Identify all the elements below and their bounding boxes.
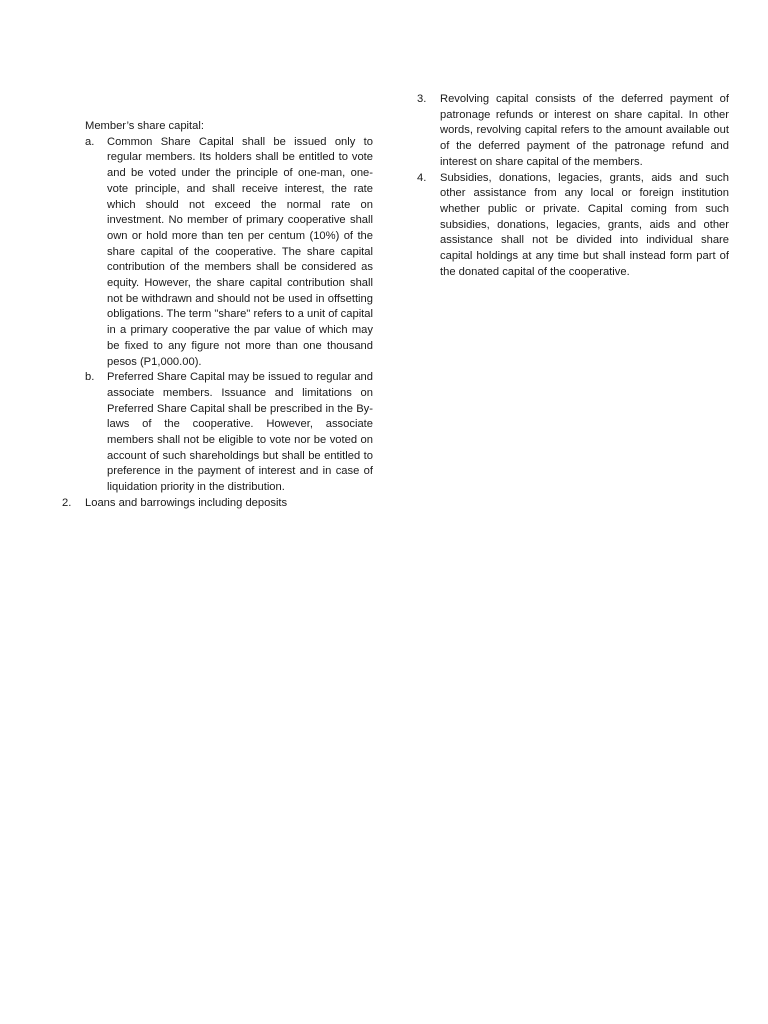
share-capital-intro: Member’s share capital:: [85, 120, 204, 132]
common-share-capital-text: Common Share Capital shall be issued only to regular members. Its holders shall be entitled to vote and be voted under the principle of one-man, one-vote principle, and shall receive interest, the rate which should not exceed the normal rate on investment. No member of primary cooperative shall own or hold more than ten per centum (10%) of the share capital of the cooperative. The share capital contribution of the members shall be considered as equity. However, the share capital contribution shall not be withdrawn and should not be used in offsetting obligations. The term "share" refers to a unit of capital in a primary cooperative the par value of which may be fixed to any figure not more than one thousand pesos (P1,000.00).: [107, 135, 373, 368]
left-column: [62, 119, 373, 512]
list-item-b: [85, 370, 373, 496]
list-marker-2: 2.: [62, 496, 72, 509]
right-column: [417, 92, 729, 280]
subsidies-donations-text: Subsidies, donations, legacies, grants, aids and such other assistance from any local or foreign institution whether public or private. Capital coming from such subsidies, donations, legacies, grants, aids and other assistance shall not be divided into individual share capital holdings at any time but shall instead form part of the donated capital of the cooperative.: [440, 171, 729, 278]
list-marker-4: 4.: [417, 171, 427, 184]
preferred-share-capital-text: Preferred Share Capital may be issued to regular and associate members. Issuance and limitations on Preferred Share Capital shall be prescribed in the By-laws of the cooperative. However, associate members shall not be eligible to vote nor be voted on account of such shareholdings but shall be entitled to preference in the payment of interest and in case of liquidation priority in the distribution.: [107, 371, 373, 494]
list-item-2: [62, 496, 373, 512]
list-marker-a: a.: [85, 135, 95, 148]
list-marker-3: 3.: [417, 93, 427, 105]
list-marker-b: b.: [85, 371, 95, 384]
loans-borrowings-text: Loans and barrowings including deposits: [85, 496, 288, 509]
list-item-3: [417, 92, 729, 171]
list-item-a: [85, 135, 373, 371]
share-capital-sub-list: [85, 135, 373, 496]
list-item-4: [417, 171, 729, 281]
revolving-capital-text: Revolving capital consists of the deferred payment of patronage refunds or interest on share capital. In other words, revolving capital refers to the amount available out of the deferred payment of the patronage refund and interest on share capital of the members.: [440, 93, 729, 168]
